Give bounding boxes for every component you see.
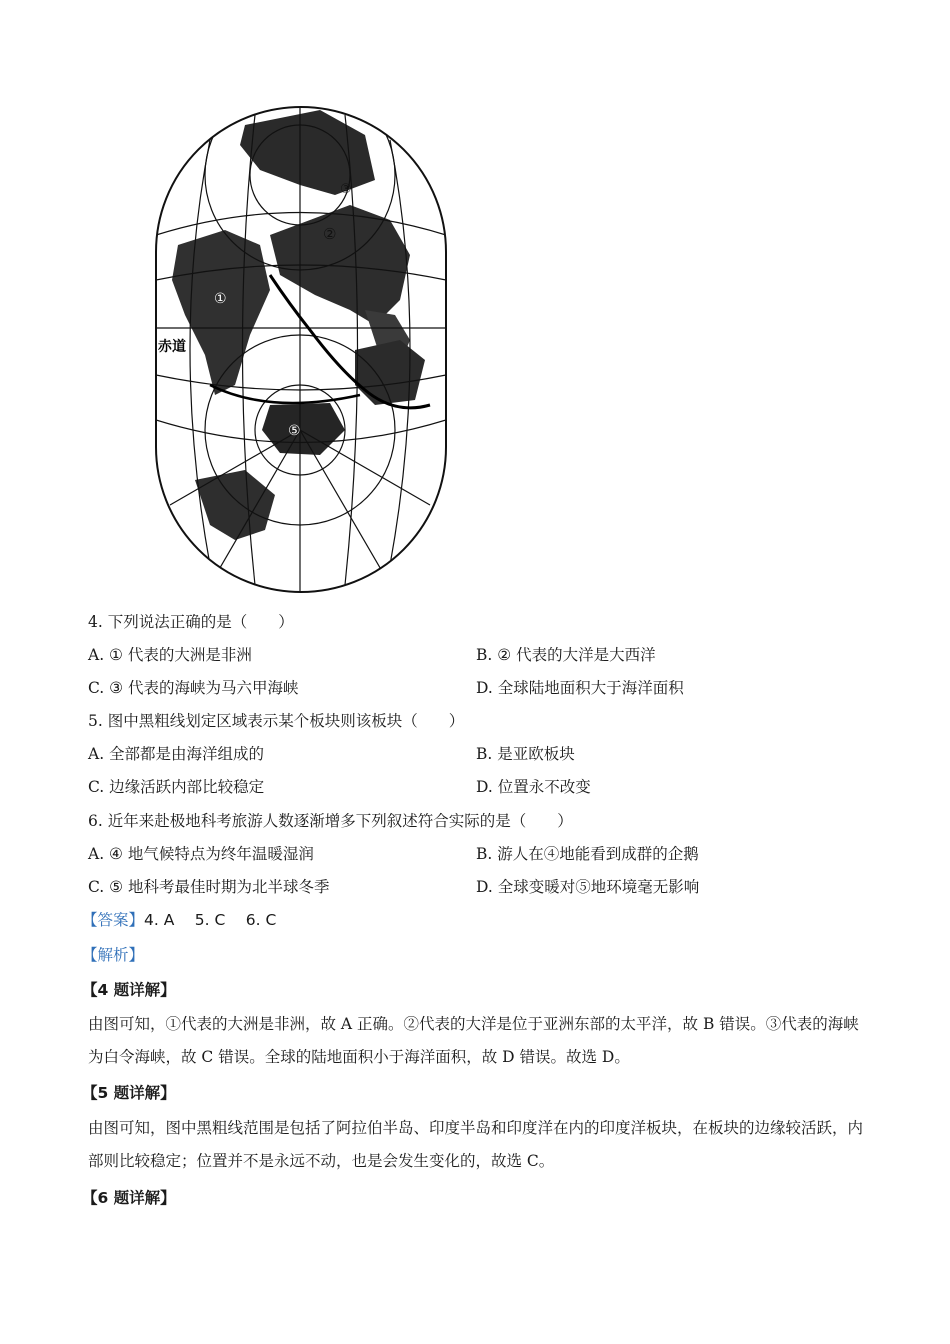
continent-antarctica [262, 403, 345, 455]
q5-stem: 5. 图中黑粗线划定区域表示某个板块则该板块（ ） [88, 712, 465, 730]
q4-option-c: C. ③ 代表的海峡为马六甲海峡 [88, 679, 299, 697]
answer-tag: 【答案】 [82, 911, 145, 929]
q6-stem: 6. 近年来赴极地科考旅游人数逐渐增多下列叙述符合实际的是（ ） [88, 812, 573, 830]
map-graticule [156, 85, 446, 592]
map-mark-2: ② [323, 225, 337, 243]
continent-north-america [240, 110, 375, 195]
q4-option-b: B. ② 代表的大洋是大西洋 [476, 646, 656, 664]
world-map-figure [150, 85, 460, 595]
q6-option-b: B. 游人在④地能看到成群的企鹅 [476, 845, 699, 863]
q5-option-c: C. 边缘活跃内部比较稳定 [88, 778, 265, 796]
continent-australia [355, 340, 425, 405]
answer-line [82, 910, 276, 930]
q6-option-d: D. 全球变暖对⑤地环境毫无影响 [476, 878, 700, 896]
q4-option-a: A. ① 代表的大洲是非洲 [88, 646, 252, 664]
q4-stem: 4. 下列说法正确的是（ ） [88, 613, 294, 631]
q5-option-b: B. 是亚欧板块 [476, 745, 575, 763]
map-mark-1: ① [214, 291, 227, 307]
detail-5-title: 【5 题详解】 [82, 1084, 176, 1102]
detail-4-text: 由图可知，①代表的大洲是非洲，故 A 正确。②代表的大洋是位于亚洲东部的太平洋，故 B 错误。③代表的海峡为白令海峡，故 C 错误。全球的陆地面积小于海洋面积，故 D 错误。故选 D。 [88, 1015, 859, 1066]
continent-africa [172, 230, 270, 395]
equator-label: 赤道 [158, 339, 186, 355]
map-mark-5: ⑤ [288, 423, 301, 439]
detail-6-title: 【6 题详解】 [82, 1189, 176, 1207]
detail-5-text: 由图可知，图中黑粗线范围是包括了阿拉伯半岛、印度半岛和印度洋在内的印度洋板块，在板块的边缘较活跃，内部则比较稳定；位置并不是永远不动，也是会发生变化的，故选 C。 [88, 1119, 864, 1170]
continent-south-america [195, 470, 275, 540]
answer-values: 4. A 5. C 6. C [144, 911, 277, 929]
analysis-tag: 【解析】 [82, 946, 145, 964]
q5-option-d: D. 位置永不改变 [476, 778, 591, 796]
q6-option-c: C. ⑤ 地科考最佳时期为北半球冬季 [88, 878, 330, 896]
detail-4-title: 【4 题详解】 [82, 981, 176, 999]
q5-option-a: A. 全部都是由海洋组成的 [88, 745, 265, 763]
map-mark-3: ③ [340, 182, 352, 197]
q6-option-a: A. ④ 地气候特点为终年温暖湿润 [88, 845, 314, 863]
q4-option-d: D. 全球陆地面积大于海洋面积 [476, 679, 684, 697]
